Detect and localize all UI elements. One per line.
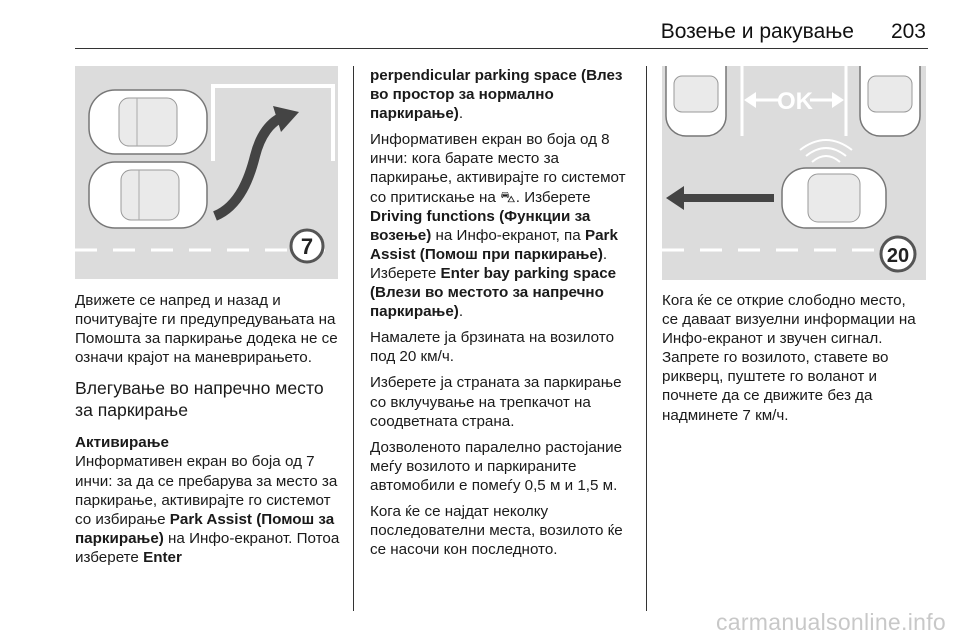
speed-paragraph: Намалете ја брзината на возилото под 20 км/ч. [370,329,615,366]
parked-car-right [860,66,920,136]
ok-sign: OK [777,88,813,115]
side-paragraph: Изберете ја страната за паркирање со вклучување на трепкачот на соодветната страна. [370,374,622,430]
moving-car [782,168,886,228]
vehicle-icon: ⛍ [500,188,516,206]
watermark: carmanualsonline.info [715,609,946,635]
parked-car-left [666,66,726,136]
page-title: Возење и ракување [660,20,854,43]
figure-free-space-detected [662,66,926,280]
figure-badge-7: 7 [300,234,314,259]
distance-paragraph: Дозволеното паралелно растојание меѓу возилото и паркираните автомобили е помеѓу 0,5 м и 1,5 м. [370,438,623,494]
column-1 [75,291,343,574]
activation-paragraph: Информативен екран во боја од 7 инчи: за да се пребарува за место за паркирање, активирајте го системот со избирање Park Assist (Помош за паркирање) на Инфо-екранот. Потоа изберете Enter [75,453,340,566]
figure-badge-20: 20 [886,245,910,267]
page-header [75,0,928,49]
section-heading: Влегување во напречно место за паркирање [75,378,324,421]
parked-car [89,90,207,154]
continued-paragraph: perpendicular parking space (Влез во простор за нормално паркирање). [370,67,623,123]
space-found-paragraph: Кога ќе се открие слободно место, се даваат визуелни информации на Инфо-екранот и звучен сигнал. Запрете го возилото, ставете во рикверц, пуштете го воланот и почнете да се движите без да надминете 7 км/ч. [662,292,916,424]
subheading-activation: Активирање [75,434,169,452]
column-divider-1 [353,66,354,611]
figure-perpendicular-parking-approach [75,66,338,279]
page-number: 203 [890,20,926,43]
eight-inch-paragraph: Информативен екран во боја од 8 инчи: кога барате место за паркирање, активирајте го системот со притискање на ⛍. Изберете Driving functions (Функции за возење) на Инфо-екранот, па Park Assist (Помош при паркирање). Изберете Enter bay parking space (Влези во местото за напречно паркирање). [370,131,626,321]
column-3 [662,291,926,432]
column-2 [370,66,636,566]
column-divider-2 [646,66,647,611]
multiple-spaces-paragraph: Кога ќе се најдат неколку последователни места, возилото ќе се насочи кон последното. [370,502,623,559]
moving-car [89,162,207,228]
intro-paragraph: Движете се напред и назад и почитувајте ги предупредувањата на Помошта за паркирање додека не се означи крајот на маневрирањето. [75,292,338,367]
